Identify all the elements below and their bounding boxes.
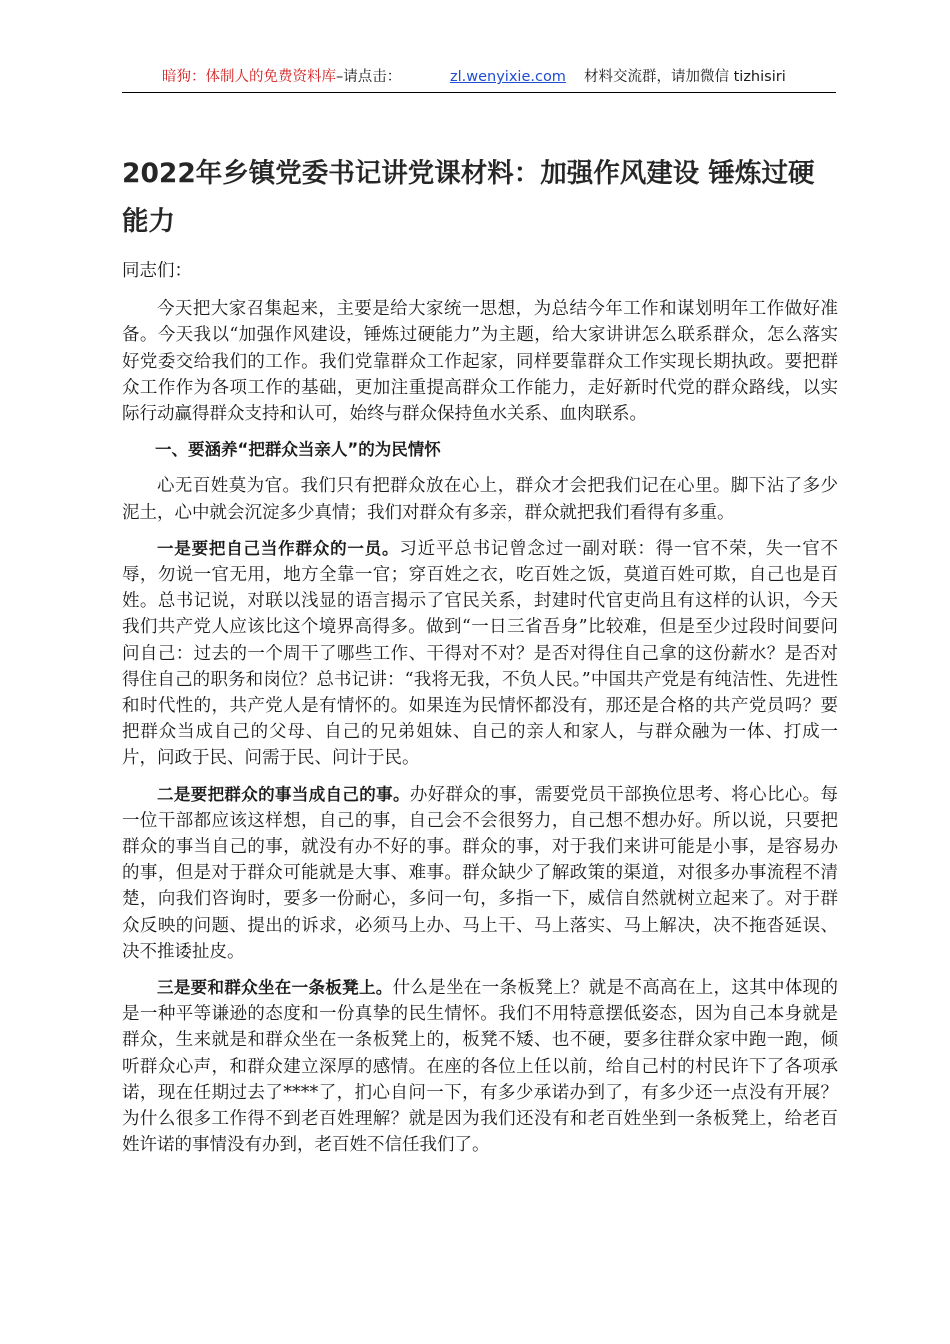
page-header — [122, 62, 836, 93]
point-text-2: 办好群众的事，需要党员干部换位思考、将心比心。每一位干部都应该这样想，自己的事，自己会不会很努力，自己想不想办好。所以说，只要把群众的事当自己的事，就没有办不好的事。群众的事，对于我们来讲可能是小事，是容易办的事，但是对于群众可能就是大事、难事。群众缺少了解政策的渠道，对很多办事流程不清楚，向我们咨询时，要多一份耐心，多问一句，多指一下，威信自然就树立起来了。对于群众反映的问题、提出的诉求，必须马上办、马上干、马上落实、马上解决，决不拖沓延误、决不推诿扯皮。 — [122, 784, 839, 962]
point-paragraph-3 — [122, 975, 838, 1158]
section-heading: 一、要涵养“把群众当亲人”的为民情怀 — [155, 440, 441, 460]
greeting: 同志们： — [122, 261, 192, 281]
point-paragraph-1 — [122, 536, 838, 772]
point-lead-3: 三是要和群众坐在一条板凳上。 — [157, 978, 393, 998]
point-paragraph-2 — [122, 782, 838, 965]
point-lead-2: 二是要把群众的事当成自己的事。 — [157, 784, 410, 804]
document-title: 2022年乡镇党委书记讲党课材料：加强作风建设 锤炼过硬能力 — [122, 158, 815, 237]
header-link[interactable]: zl.wenyixie.com — [450, 69, 566, 85]
header-brand — [162, 62, 401, 92]
point-lead-1: 一是要把自己当作群众的一员。 — [157, 538, 400, 558]
header-prompt: –请点击： — [336, 69, 402, 85]
section-intro-paragraph: 心无百姓莫为官。我们只有把群众放在心上，群众才会把我们记在心里。脚下沾了多少泥土，心中就会沉淀多少真情；我们对群众有多亲，群众就把我们看得有多重。 — [122, 476, 838, 523]
intro-paragraph: 今天把大家召集起来，主要是给大家统一思想，为总结今年工作和谋划明年工作做好准备。今天我以“加强作风建设，锤炼过硬能力”为主题，给大家讲讲怎么联系群众，怎么落实好党委交给我们的工作。我们党靠群众工作起家，同样要靠群众工作实现长期执政。要把群众工作作为各项工作的基础，更加注重提高群众工作能力，走好新时代党的群众路线，以实际行动赢得群众支持和认可，始终与群众保持鱼水关系、血肉联系。 — [122, 299, 838, 425]
point-text-3: 什么是坐在一条板凳上？就是不高高在上，这其中体现的是一种平等谦逊的态度和一份真挚的民生情怀。我们不用特意摆低姿态，因为自己本身就是群众，生来就是和群众坐在一条板凳上的，板凳不矮、也不硬，要多往群众家中跑一跑，倾听群众心声，和群众建立深厚的感情。在座的各位上任以前，给自己村的村民许下了各项承诺，现在任期过去了****了，扪心自问一下，有多少承诺办到了，有多少还一点没有开展？为什么很多工作得不到老百姓理解？就是因为我们还没有和老百姓坐到一条板凳上，给老百姓许诺的事情没有办到，老百姓不信任我们了。 — [122, 978, 839, 1156]
header-wechat-note: 材料交流群，请加微信 tizhisiri — [584, 69, 786, 85]
point-text-1: 习近平总书记曾念过一副对联：得一官不荣，失一官不辱，勿说一官无用，地方全靠一官；穿百姓之衣，吃百姓之饭，莫道百姓可欺，自己也是百姓。总书记说，对联以浅显的语言揭示了官民关系，封建时代官吏尚且有这样的认识，今天我们共产党人应该比这个境界高得多。做到“一日三省吾身”比较难，但是至少过段时间要问问自己：过去的一个周干了哪些工作、干得对不对？是否对得住自己拿的这份薪水？是否对得住自己的职务和岗位？总书记讲：“我将无我，不负人民。”中国共产党是有纯洁性、先进性和时代性的，共产党人是有情怀的。如果连为民情怀都没有，那还是合格的共产党员吗？要把群众当成自己的父母、自己的兄弟姐妹、自己的亲人和家人，与群众融为一体、打成一片，问政于民、问需于民、问计于民。 — [122, 538, 839, 769]
document-body — [122, 258, 838, 1169]
header-brand-text: 暗狗：体制人的免费资料库 — [162, 69, 336, 85]
